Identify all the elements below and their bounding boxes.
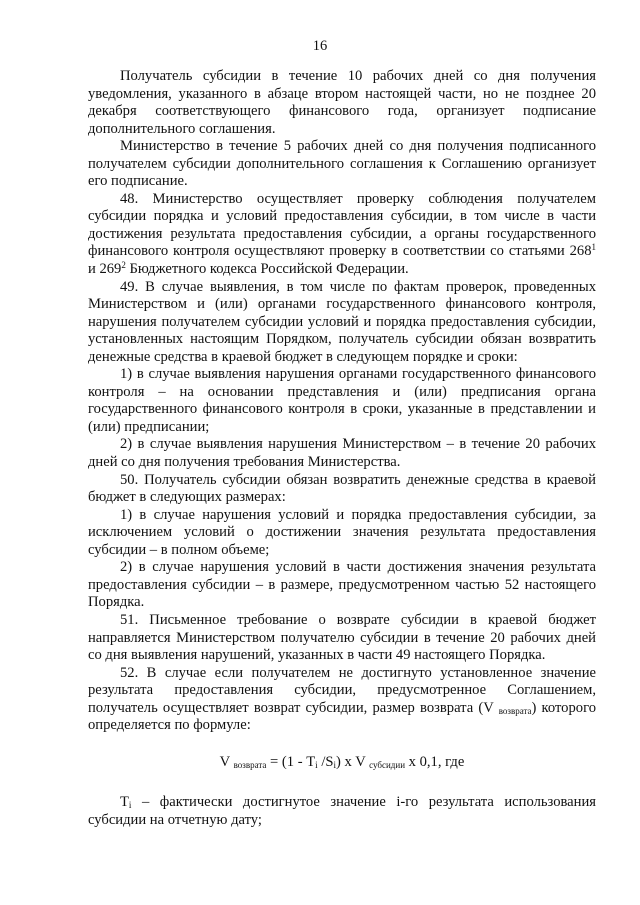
page-number: 16 [312,38,328,54]
formula-text: x 0,1, где [405,753,465,770]
formula-text: ) x V [336,753,370,770]
subscript: субсидии [369,759,406,770]
paragraph-50: 50. Получатель субсидии обязан возвратить денежные средства в краевой бюджет в следующих размерах: [88,471,596,506]
paragraph-48-text: Бюджетного кодекса Российской Федерации. [125,261,409,278]
list-item: 2) в случае выявления нарушения Министерством – в течение 20 рабочих дней со дня получения требования Министерства. [88,436,596,471]
formula-text: = (1 - T [266,753,316,770]
subscript: возврата [233,759,267,770]
list-item: 1) в случае выявления нарушения органами государственного финансового контроля – на основании представления и (или) предписания органа государственного финансового контроля в сроки, указанные в представлении и (или) предписании; [88,366,596,435]
list-item: 1) в случае нарушения условий и порядка предоставления субсидии, за исключением условий о достижении значения результата предоставления субсидии – в полном объеме; [88,506,596,558]
subscript: возврата [498,705,532,716]
paragraph-52-text: 52. В случае если получателем не достигнуто установленное значение результата предоставления субсидии, предусмотренное Соглашением, получатель осуществляет возврат субсидии, размер возврата (V [88,664,596,716]
formula-text: V [219,753,234,770]
superscript: 2 [121,260,126,271]
paragraph-48-text: и 269 [88,261,122,278]
paragraph-52 [88,665,596,735]
formula-text: /S [317,753,334,770]
subscript: i [315,759,318,770]
formula [88,754,596,772]
body-text [88,68,596,829]
definition-text: – фактически достигнутое значение i-го результата использования субсидии на отчетную дату; [88,794,596,828]
paragraph: Министерство в течение 5 рабочих дней со дня получения подписанного получателем субсидии дополнительного соглашения к Соглашению организует его подписание. [88,138,596,190]
paragraph-48 [88,191,596,279]
paragraph-51: 51. Письменное требование о возврате субсидии в краевой бюджет направляется Министерством получателю субсидии в течение 20 рабочих дней со дня выявления нарушений, указанных в части 49 настоящего Порядка. [88,611,596,664]
list-item: 2) в случае нарушения условий в части достижения значения результата предоставления субсидии – в размере, предусмотренном частью 52 настоящего Порядка. [88,559,596,611]
paragraph-52-text: ) которого определяется по формуле: [88,699,596,734]
subscript: i [333,759,337,770]
paragraph-49: 49. В случае выявления, в том числе по фактам проверок, проведенных Министерством и (или) органами государственного финансового контроля, нарушения получателем субсидии условий и порядка предоставления субсидии, установленных настоящим Порядком, получатель субсидии обязан возвратить денежные средства в краевой бюджет в следующем порядке и сроки: [88,278,596,365]
paragraph: Получатель субсидии в течение 10 рабочих дней со дня получения уведомления, указанного в абзаце втором настоящей части, но не позднее 20 декабря соответствующего финансового года, организует подписание дополнительного соглашения. [88,68,596,137]
subscript: i [128,800,132,811]
definition-ti [88,794,596,829]
definition-text: T [120,794,129,811]
paragraph-48-text: 48. Министерство осуществляет проверку соблюдения получателем субсидии порядка и условий предоставления субсидии, в том числе в части достижения результата предоставления субсидии, а органы государственного финансового контроля осуществляют проверку в соответствии со статьями 268 [88,190,596,260]
superscript: 1 [591,242,596,253]
